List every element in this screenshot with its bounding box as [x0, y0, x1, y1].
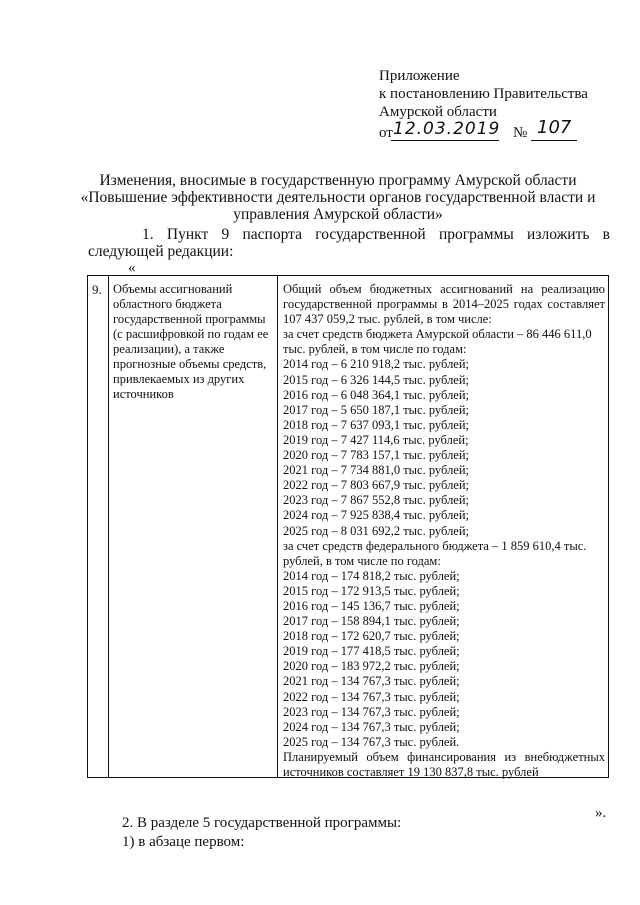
- paragraph-3: 1) в абзаце первом:: [122, 834, 245, 850]
- closing-quote: ».: [595, 805, 607, 821]
- federal-year-line: 2018 год – 172 620,7 тыс. рублей;: [283, 629, 460, 644]
- resolution-label: к постановлению Правительства: [379, 86, 588, 102]
- regional-year-line: 2017 год – 5 650 187,1 тыс. рублей;: [283, 402, 470, 417]
- regional-year-line: 2018 год – 7 637 093,1 тыс. рублей;: [283, 417, 470, 432]
- federal-year-line: 2014 год – 174 818,2 тыс. рублей;: [283, 568, 460, 583]
- number-underline: [531, 140, 577, 141]
- date-prefix: от: [379, 125, 393, 141]
- regional-year-line: 2025 год – 8 031 692,2 тыс. рублей;: [283, 523, 470, 538]
- column-divider-2: [277, 276, 278, 777]
- date-underline: [391, 140, 499, 141]
- document-title: [70, 172, 606, 223]
- regional-year-line: 2021 год – 7 734 881,0 тыс. рублей;: [283, 463, 470, 478]
- federal-year-line: 2025 год – 134 767,3 тыс. рублей.: [283, 734, 460, 749]
- date-number-line: [379, 117, 619, 144]
- funding-intro: Общий объем бюджетных ассигнований на реализацию государственной программы в 2014–2025 годах составляет 107 437 059,2 тыс. рублей, в том числе:: [283, 282, 605, 327]
- regional-year-line: 2024 год – 7 925 838,4 тыс. рублей;: [283, 508, 470, 523]
- regional-year-line: 2019 год – 7 427 114,6 тыс. рублей;: [283, 432, 469, 447]
- extrabudget-funding: Планируемый объем финансирования из внебюджетных источников составляет 19 130 837,8 тыс. рублей: [283, 749, 605, 779]
- title-line-2: «Повышение эффективности деятельности органов государственной власти и: [80, 189, 596, 206]
- row-description: Объемы ассигнований областного бюджета государственной программы (с расшифровкой по годам ее реализации), а также прогнозные объемы средств, привлекаемых из других источников: [113, 282, 269, 401]
- column-divider-1: [108, 276, 109, 777]
- title-line-1: Изменения, вносимые в государственную программу Амурской области: [99, 172, 577, 189]
- regional-year-line: 2023 год – 7 867 552,8 тыс. рублей;: [283, 493, 470, 508]
- regional-year-line: 2022 год – 7 803 667,9 тыс. рублей;: [283, 478, 470, 493]
- passport-table: [87, 275, 609, 778]
- region-label: Амурской области: [379, 104, 497, 120]
- paragraph-2: 2. В разделе 5 государственной программы:: [122, 815, 402, 831]
- federal-year-line: 2022 год – 134 767,3 тыс. рублей;: [283, 689, 460, 704]
- row-number: 9.: [92, 282, 102, 297]
- title-line-3: управления Амурской области»: [233, 206, 443, 223]
- number-prefix: №: [513, 125, 528, 141]
- paragraph-1: 1. Пункт 9 паспорта государственной программы изложить в следующей редакции:: [88, 226, 610, 260]
- handwritten-date: 12.03.2019: [393, 119, 501, 139]
- regional-funding-intro: за счет средств бюджета Амурской области – 86 446 611,0 тыс. рублей, в том числе по годам:: [283, 327, 592, 357]
- federal-years-list: [283, 569, 605, 750]
- federal-year-line: 2019 год – 177 418,5 тыс. рублей;: [283, 644, 460, 659]
- regional-year-line: 2016 год – 6 048 364,1 тыс. рублей;: [283, 387, 470, 402]
- federal-year-line: 2017 год – 158 894,1 тыс. рублей;: [283, 614, 460, 629]
- federal-year-line: 2015 год – 172 913,5 тыс. рублей;: [283, 583, 460, 598]
- regional-years-list: [283, 357, 605, 538]
- handwritten-number: 107: [537, 117, 572, 138]
- regional-year-line: 2014 год – 6 210 918,2 тыс. рублей;: [283, 357, 470, 372]
- regional-year-line: 2020 год – 7 783 157,1 тыс. рублей;: [283, 448, 470, 463]
- federal-year-line: 2016 год – 145 136,7 тыс. рублей;: [283, 598, 460, 613]
- federal-year-line: 2020 год – 183 972,2 тыс. рублей;: [283, 659, 460, 674]
- federal-year-line: 2024 год – 134 767,3 тыс. рублей;: [283, 719, 460, 734]
- federal-year-line: 2023 год – 134 767,3 тыс. рублей;: [283, 704, 460, 719]
- federal-funding-intro: за счет средств федерального бюджета – 1 859 610,4 тыс. рублей, в том числе по годам:: [283, 538, 587, 568]
- opening-quote: «: [128, 260, 136, 276]
- regional-year-line: 2015 год – 6 326 144,5 тыс. рублей;: [283, 372, 470, 387]
- appendix-label: Приложение: [379, 68, 460, 84]
- row-content: [283, 282, 605, 780]
- federal-year-line: 2021 год – 134 767,3 тыс. рублей;: [283, 674, 460, 689]
- approval-header: [379, 67, 619, 144]
